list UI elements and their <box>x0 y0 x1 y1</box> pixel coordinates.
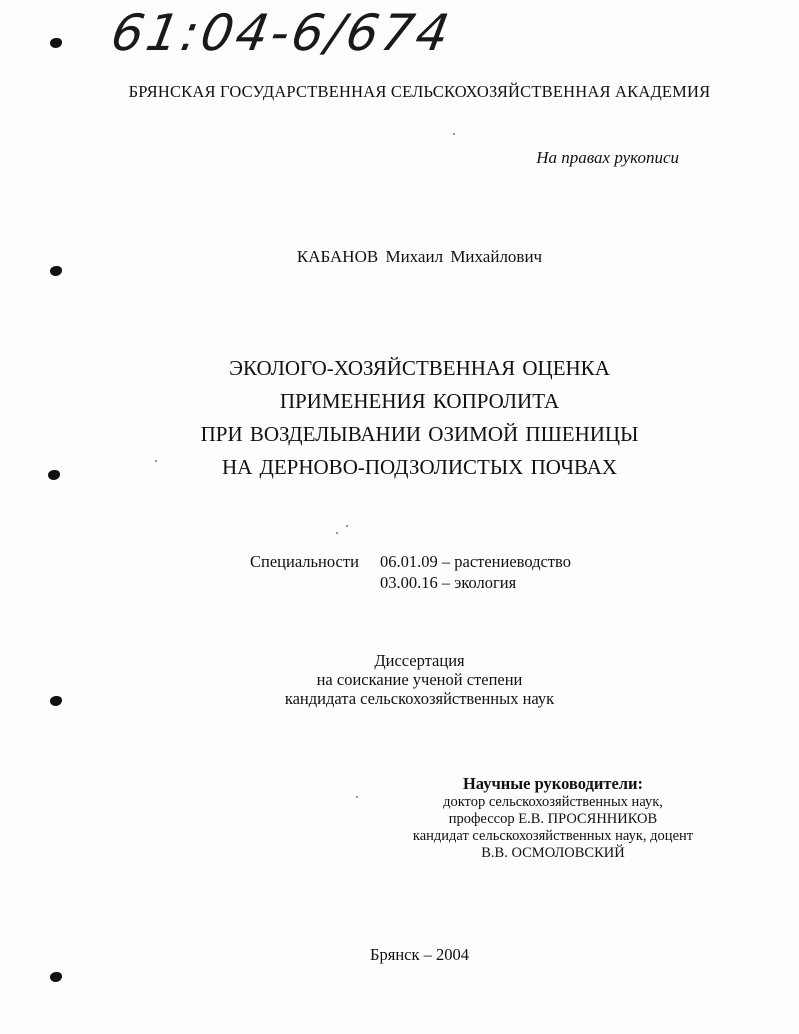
scan-speck <box>336 532 338 534</box>
city-year: Брянск – 2004 <box>370 945 469 964</box>
title-line: ПРИМЕНЕНИЯ КОПРОЛИТА <box>279 389 560 413</box>
degree-line: Диссертация <box>374 651 465 670</box>
binder-hole-mark <box>50 38 62 48</box>
supervisors-block <box>388 774 718 862</box>
title-line: ПРИ ВОЗДЕЛЫВАНИИ ОЗИМОЙ ПШЕНИЦЫ <box>200 422 639 446</box>
scan-speck <box>453 133 455 135</box>
specialty-label: Специальности <box>250 552 359 571</box>
title-line: ЭКОЛОГО-ХОЗЯЙСТВЕННАЯ ОЦЕНКА <box>229 356 610 380</box>
binder-hole-mark <box>50 266 62 276</box>
degree-line: кандидата сельскохозяйственных наук <box>284 689 555 708</box>
degree-statement <box>0 651 799 708</box>
specialty-item: 06.01.09 – растениеводство <box>380 552 571 571</box>
degree-line: на соискание ученой степени <box>316 670 523 689</box>
rights-note: На правах рукописи <box>536 148 679 167</box>
supervisors-heading: Научные руководители: <box>462 774 644 793</box>
specialty-item: 03.00.16 – экология <box>380 573 517 592</box>
scan-speck <box>346 525 348 527</box>
scan-speck <box>356 796 358 798</box>
binder-hole-mark <box>50 972 62 982</box>
handwritten-catalog-code: 61:04-6/674 <box>106 4 457 62</box>
institution-name: БРЯНСКАЯ ГОСУДАРСТВЕННАЯ СЕЛЬСКОХОЗЯЙСТВЕННАЯ АКАДЕМИЯ <box>128 82 711 101</box>
supervisor-line: доктор сельскохозяйственных наук, <box>443 794 663 810</box>
title-line: НА ДЕРНОВО-ПОДЗОЛИСТЫХ ПОЧВАХ <box>221 455 618 479</box>
supervisor-line: В.В. ОСМОЛОВСКИЙ <box>481 845 625 861</box>
supervisor-line: кандидат сельскохозяйственных наук, доцент <box>412 828 694 844</box>
specialty-block <box>250 551 571 593</box>
dissertation-title <box>0 352 799 484</box>
author-name: КАБАНОВ Михаил Михайлович <box>296 247 543 266</box>
supervisor-line: профессор Е.В. ПРОСЯННИКОВ <box>448 811 658 827</box>
